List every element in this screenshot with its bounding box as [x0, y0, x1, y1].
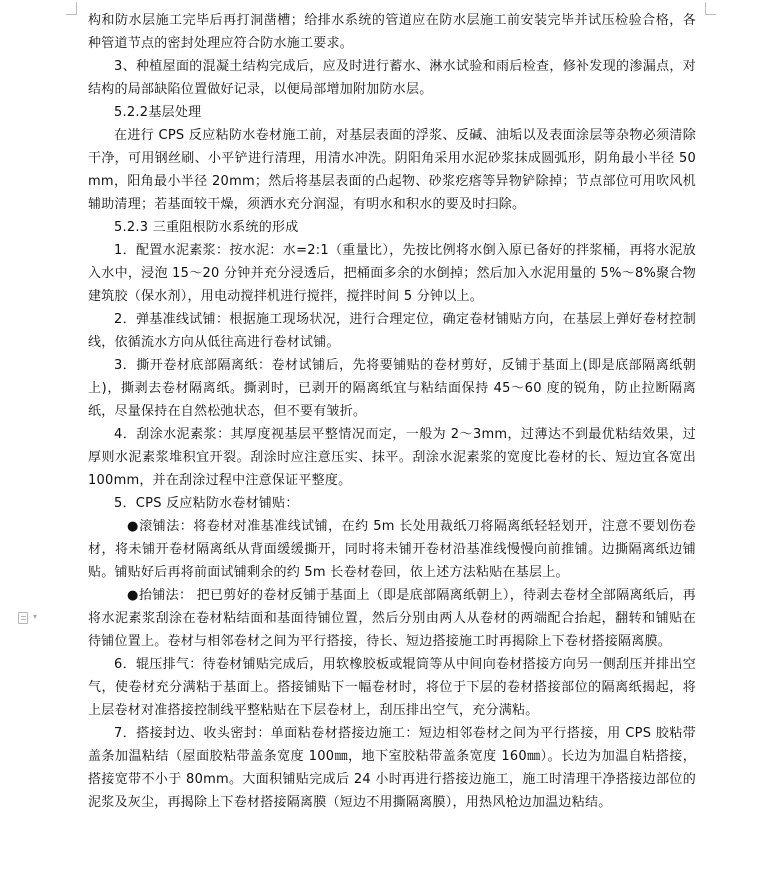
bullet-text: 滚铺法：将卷材对准基准线试铺，在约 5m 长处用裁纸刀将隔离纸轻轻划开，注意不要划伤卷材，将未铺开卷材隔离纸从背面缓缓撕开，同时将未铺开卷材沿基准线慢慢向前推铺。边撕隔离纸边铺贴。铺贴好后再将前面试铺剩余的约 5m 长卷材卷回，依上述方法粘贴在基层上。: [88, 519, 696, 580]
paragraph: 3．撕开卷材底部隔离纸：卷材试铺后，先将要铺贴的卷材剪好，反铺于基面上(即是底部隔离纸朝上)，撕剥去卷材隔离纸。撕剥时，已剥开的隔离纸宜与粘结面保持 45～60 度的锐角，防止拉断隔离纸，尽量保持在自然松弛状态，但不要有皱折。: [88, 358, 696, 419]
paragraph: 1．配置水泥素浆：按水泥：水=2:1（重量比），先按比例将水倒入原已备好的拌浆桶，再将水泥放入水中，浸泡 15～20 分钟并充分浸透后，把桶面多余的水倒掉；然后加入水泥用量的 5%～8%聚合物建筑胶（保水剂），用电动搅拌机进行搅拌，搅拌时间 5 分钟以上。: [88, 243, 696, 304]
paragraph: 构和防水层施工完毕后再打洞凿槽；给排水系统的管道应在防水层施工前安装完毕并试压检验合格，各种管道节点的密封处理应符合防水施工要求。: [88, 13, 696, 51]
bullet-icon: ●: [127, 519, 139, 534]
paragraph: 在进行 CPS 反应粘防水卷材施工前，对基层表面的浮浆、反碱、油垢以及表面涂层等杂物必须清除干净，可用钢丝刷、小平铲进行清理，用清水冲洗。阴阳角采用水泥砂浆抹成圆弧形，阴角最小半径 50mm，阳角最小半径 20mm；然后将基层表面的凸起物、砂浆疙瘩等异物铲除掉；节点部位可用吹风机辅助清理；若基面较干燥，须洒水充分润湿，有明水和积水的要及时扫除。: [88, 128, 696, 212]
document-body: [88, 9, 696, 814]
paragraph: 5．CPS 反应粘防水卷材铺贴：: [114, 496, 299, 511]
paragraph-options-button[interactable]: [16, 611, 44, 625]
paragraph: 6．辊压排气：待卷材铺贴完成后，用软橡胶板或辊筒等从中间向卷材搭接方向另一侧刮压并排出空气，使卷材充分满粘于基面上。搭接铺贴下一幅卷材时，将位于下层的卷材搭接部位的隔离纸揭起，将上层卷材对准搭接控制线平整粘贴在下层卷材上，刮压排出空气，充分满粘。: [88, 657, 696, 718]
section-heading: 5.2.2基层处理: [114, 105, 202, 120]
document-icon: [18, 612, 28, 624]
page-corner-mark-right: [705, 2, 716, 15]
section-heading: 5.2.3 三重阻根防水系统的形成: [114, 220, 299, 235]
paragraph: 7．搭接封边、收头密封：单面粘卷材搭接边施工：短边相邻卷材之间为平行搭接，用 CPS 胶粘带盖条加温粘结（屋面胶粘带盖条宽度 100㎜，地下室胶粘带盖条宽度 160㎜）。长边为加温自粘搭接，搭接宽带不小于 80mm。大面积铺贴完成后 24 小时再进行搭接边施工，施工时清理干净搭接边部位的泥浆及灰尘，再揭除上下卷材搭接隔离膜（短边不用撕隔离膜），用热风枪边加温边粘结。: [88, 726, 696, 810]
page-corner-mark-left: [66, 2, 77, 15]
paragraph: 3、种植屋面的混凝土结构完成后，应及时进行蓄水、淋水试验和雨后检查，修补发现的渗漏点，对结构的局部缺陷位置做好记录，以便局部增加附加防水层。: [88, 59, 696, 97]
paragraph: 4．刮涂水泥素浆：其厚度视基层平整情况而定，一般为 2～3mm，过薄达不到最优粘结效果，过厚则水泥素浆堆积宜开裂。刮涂时应注意压实、抹平。刮涂水泥素浆的宽度比卷材的长、短边宜各宽出 100mm，并在刮涂过程中注意保证平整度。: [88, 427, 696, 488]
bullet-icon: ●: [127, 588, 139, 603]
bullet-text: 抬铺法： 把已剪好的卷材反铺于基面上（即是底部隔离纸朝上），待剥去卷材全部隔离纸后，再将水泥素浆刮涂在卷材粘结面和基面待铺位置，然后分别由两人从卷材的两端配合抬起，翻转和铺贴在待铺位置上。卷材与相邻卷材之间为平行搭接，待长、短边搭接施工时再揭除上下卷材搭接隔离膜。: [88, 588, 696, 649]
bullet-paragraph: [88, 515, 696, 584]
chevron-down-icon: ▾: [33, 612, 38, 621]
paragraph: 2．弹基准线试铺：根据施工现场状况，进行合理定位，确定卷材铺贴方向，在基层上弹好卷材控制线，依循流水方向从低往高进行卷材试铺。: [88, 312, 696, 350]
bullet-paragraph: [88, 584, 696, 653]
